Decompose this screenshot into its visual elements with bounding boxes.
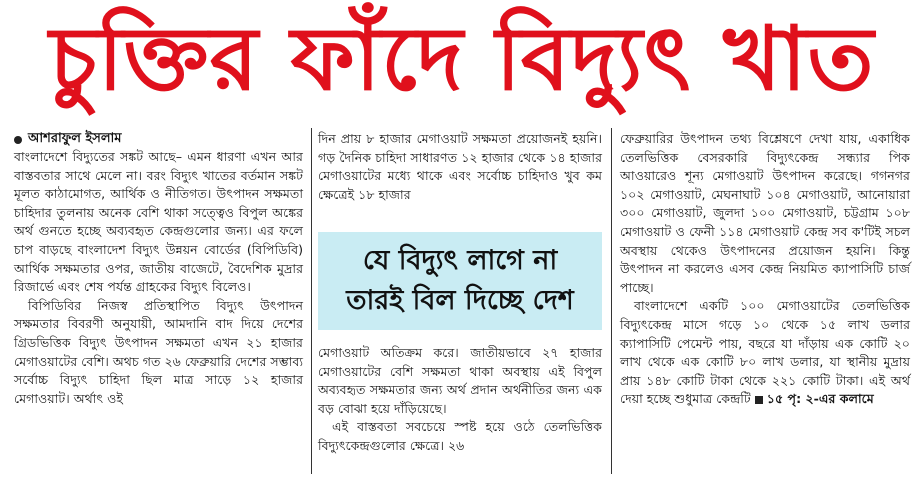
column-1 [14, 148, 303, 408]
paragraph [620, 297, 910, 409]
continuation-note[interactable] [755, 391, 874, 406]
author-name: আশরাফুল ইসলাম [28, 131, 122, 146]
paragraph: বিপিডিবির নিজস্ব প্রতিস্থাপিত বিদ্যুৎ উৎপাদন সক্ষমতার বিবরণী অনুযায়ী, আমদানি বাদ দিয়ে দেশের গ্রিডভিত্তিক বিদ্যুৎ উৎপাদন সক্ষমতা এখন ২১ হাজার মেগাওয়াটের বেশি। অথচ গত ২৬ ফেব্রুয়ারি দেশের সম্ভাব্য সর্বোচ্চ বিদ্যুৎ চাহিদা ছিল মাত্র সাড়ে ১২ হাজার মেগাওয়াট। অর্থাৎ ওই [14, 297, 303, 406]
paragraph: ফেব্রুয়ারির উৎপাদন তথ্য বিশ্লেষণে দেখা যায়, একাধিক তেলভিত্তিক বেসরকারি বিদ্যুৎকেন্দ্র সন্ধ্যার পিক আওয়ারেও শূন্য মেগাওয়াট উৎপাদন করেছে। গগনগর ১০২ মেগাওয়াট, মেঘনাঘাট ১০৪ মেগাওয়াট, আনোয়ারা ৩০০ মেগাওয়াট, জুলদা ১০০ মেগাওয়াট, চট্টগ্রাম ১০৮ মেগাওয়াট ও ফেনী ১১৪ মেগাওয়াট কেন্দ্র সব ক'টিই সচল অবস্থায় থেকেও উৎপাদনের প্রয়োজন হয়নি। কিন্তু উৎপাদন না করলেও এসব কেন্দ্র নিয়মিত ক্যাপাসিটি চার্জ পাচ্ছে। [620, 131, 910, 295]
column-2-bottom [318, 344, 602, 456]
paragraph: মেগাওয়াট অতিক্রম করে। জাতীয়ভাবে ২৭ হাজার মেগাওয়াটের বেশি সক্ষমতা থাকা অবস্থায় এই বিপুল অব্যবহৃত সক্ষমতার জন্য অর্থ প্রদান অর্থনীতির জন্য এক বড় বোঝা হয়ে দাঁড়িয়েছে। [318, 345, 602, 416]
pull-quote [318, 232, 602, 330]
continuation-label: ১৫ পৃ: ২-এর কলামে [766, 391, 874, 407]
column-divider-left [311, 128, 312, 474]
paragraph: এই বাস্তবতা সবচেয়ে স্পষ্ট হয়ে ওঠে তেলভিত্তিক বিদ্যুৎকেন্দ্রগুলোর ক্ষেত্রে। ২৬ [318, 419, 602, 453]
paragraph-text: বাংলাদেশে একটি ১০০ মেগাওয়াটের তেলভিত্তিক বিদ্যুৎকেন্দ্র মাসে গড়ে ১০ থেকে ১৫ লাখ ডলার ক্যাপাসিটি পেমেন্ট পায়, বছরে যা দাঁড়ায় এক কোটি ২০ লাখ থেকে এক কোটি ৮০ লাখ ডলার, যা স্থানীয় মুদ্রায় প্রায় ১৪৮ কোটি টাকা থেকে ২২১ কোটি টাকা। এই অর্থ দেয়া হচ্ছে শুধুমাত্র কেন্দ্রটি [620, 298, 910, 407]
pull-quote-line-1: যে বিদ্যুৎ লাগে না [362, 245, 558, 276]
column-2-top [318, 130, 602, 204]
headline: চুক্তির ফাঁদে বিদ্যুৎ খাত [49, 7, 875, 110]
paragraph: বাংলাদেশে বিদ্যুতের সঙ্কট আছে– এমন ধারণা এখন আর বাস্তবতার সাথে মেলে না। বরং বিদ্যুৎ খাতের বর্তমান সঙ্কট মূলত কাঠামোগত, আর্থিক ও নীতিগত। উৎপাদন সক্ষমতা চাহিদার তুলনায় অনেক বেশি থাকা সত্ত্বেও বিপুল অঙ্কের অর্থ গুনতে হচ্ছে অব্যবহৃত কেন্দ্রগুলোর জন্য। এর ফলে চাপ বাড়ছে বাংলাদেশ বিদ্যুৎ উন্নয়ন বোর্ডের (বিপিডিবি) আর্থিক সক্ষমতার ওপর, জাতীয় বাজেটে, বৈদেশিক মুদ্রার রিজার্ভে এবং শেষ পর্যন্ত গ্রাহকের বিদ্যুৎ বিলেও। [14, 149, 303, 295]
square-bullet-icon [755, 396, 763, 404]
column-3 [620, 130, 910, 409]
paragraph: দিন প্রায় ৮ হাজার মেগাওয়াট সক্ষমতা প্রয়োজনই হয়নি। গড় দৈনিক চাহিদা সাধারণত ১২ হাজার থেকে ১৪ হাজার মেগাওয়াটের মধ্যে থাকে এবং সর্বোচ্চ চাহিদাও খুব কম ক্ষেত্রেই ১৮ হাজার [318, 131, 602, 202]
column-divider-right [611, 128, 612, 474]
bullet-icon [14, 136, 22, 144]
pull-quote-line-2: তারই বিল দিচ্ছে দেশ [346, 285, 574, 316]
byline [14, 129, 122, 150]
